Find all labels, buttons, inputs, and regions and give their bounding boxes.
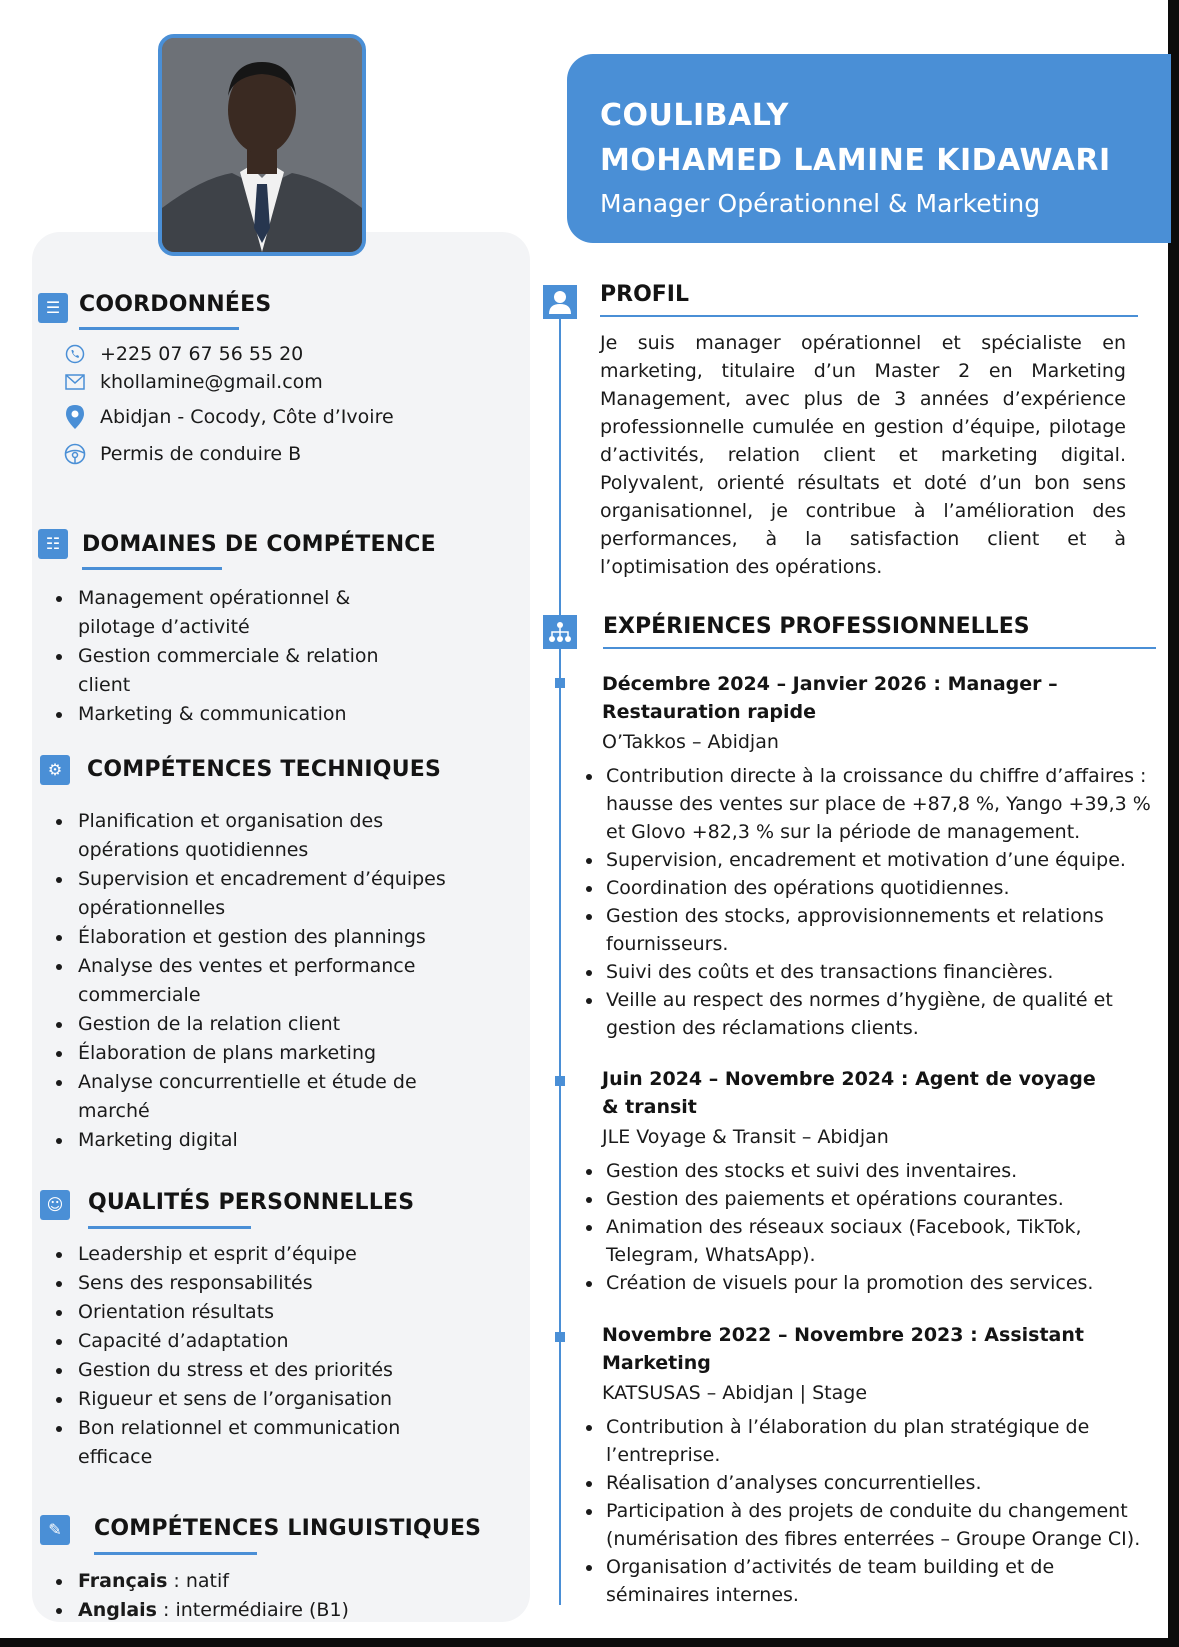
list-item: Gestion du stress et des priorités [52,1356,472,1385]
list-item: Supervision et encadrement d’équipes opérationnelles [52,865,472,923]
list-item: Élaboration de plans marketing [52,1039,472,1068]
profile-photo [158,34,366,256]
technical-skills-list [52,807,472,1155]
user-icon [543,285,577,319]
image-border-right [1168,0,1179,1647]
list-item: Analyse des ventes et performance commerciale [52,952,472,1010]
list-item: Contribution directe à la croissance du chiffre d’affaires : hausse des ventes sur place de +87,8 %, Yango +39,3 % et Glovo +82,3 % sur la période de management. [580,762,1160,846]
qualities-list [52,1240,472,1472]
contact-email-text: khollamine@gmail.com [100,371,323,393]
contact-email[interactable] [62,368,323,396]
contact-license-text: Permis de conduire B [100,443,302,465]
contact-phone[interactable] [62,340,303,368]
people-icon: ☺ [40,1190,70,1220]
languages-list [52,1567,472,1625]
section-underline [94,1552,257,1555]
section-underline [79,327,239,330]
section-title-languages: COMPÉTENCES LINGUISTIQUES [94,1516,482,1541]
list-item: Gestion de la relation client [52,1010,472,1039]
section-underline [82,567,222,570]
list-item: Planification et organisation des opérations quotidiennes [52,807,472,865]
contact-phone-text: +225 07 67 56 55 20 [100,343,304,365]
section-title-technical: COMPÉTENCES TECHNIQUES [87,757,442,782]
list-item: Coordination des opérations quotidiennes. [580,874,1160,902]
domains-list [52,584,412,729]
list-item: Animation des réseaux sociaux (Facebook, TikTok, Telegram, WhatsApp). [580,1213,1160,1269]
list-item: Gestion commerciale & relation client [52,642,412,700]
mail-icon [62,369,88,395]
list-item: Capacité d’adaptation [52,1327,472,1356]
list-item: Marketing digital [52,1126,472,1155]
section-title-domains: DOMAINES DE COMPÉTENCE [82,532,436,557]
list-item: Rigueur et sens de l’organisation [52,1385,472,1414]
timeline-line [559,305,561,1605]
list-item: Création de visuels pour la promotion des services. [580,1269,1160,1297]
language-icon: ✎ [40,1515,70,1545]
list-item: Bon relationnel et communication efficace [52,1414,472,1472]
timeline-marker [555,1332,565,1342]
list-item: Gestion des paiements et opérations courantes. [580,1185,1160,1213]
job-company: O’Takkos – Abidjan [602,731,779,753]
language-name: Français [78,1570,168,1592]
list-item: Orientation résultats [52,1298,472,1327]
clipboard-icon: ☷ [38,529,68,559]
header-banner [567,54,1171,243]
job-company: KATSUSAS – Abidjan | Stage [602,1382,868,1404]
section-title-experience: EXPÉRIENCES PROFESSIONNELLES [603,614,1030,639]
list-item [52,1596,472,1625]
name-line-1: COULIBALY [600,98,789,133]
job-title: Juin 2024 – Novembre 2024 : Agent de voyage & transit [602,1068,1096,1118]
section-underline [88,1226,251,1229]
profile-paragraph: Je suis manager opérationnel et spécialiste en marketing, titulaire d’un Master 2 en Marketing Management, avec plus de 3 années d’expérience professionnelle cumulée en gestion d’équipe, pilotage d’activités, relation client et marketing digital. Polyvalent, orienté résultats et doté d’un bon sens organisationnel, je contribue à l’amélioration des performances, à la satisfaction client et à l’optimisation des opérations. [600,332,1126,578]
list-item: Gestion des stocks et suivi des inventaires. [580,1157,1160,1185]
section-title-profile: PROFIL [600,282,689,307]
list-item: Management opérationnel & pilotage d’activité [52,584,412,642]
language-level: : natif [167,1570,229,1592]
list-item: Participation à des projets de conduite du changement (numérisation des fibres enterrées – Groupe Orange CI). [580,1497,1160,1553]
job-bullets [580,1157,1160,1297]
list-item: Supervision, encadrement et motivation d’une équipe. [580,846,1160,874]
list-item: Contribution à l’élaboration du plan stratégique de l’entreprise. [580,1413,1160,1469]
job-title: Décembre 2024 – Janvier 2026 : Manager – Restauration rapide [602,673,1058,723]
timeline-marker [555,1076,565,1086]
image-border-bottom [0,1638,1179,1647]
timeline-marker [555,678,565,688]
list-item: Sens des responsabilités [52,1269,472,1298]
gear-icon: ⚙ [40,755,70,785]
list-item: Élaboration et gestion des plannings [52,923,472,952]
list-item: Suivi des coûts et des transactions financières. [580,958,1160,986]
job-title: Novembre 2022 – Novembre 2023 : Assistant Marketing [602,1324,1084,1374]
language-level: : intermédiaire (B1) [157,1599,349,1621]
list-item: Veille au respect des normes d’hygiène, de qualité et gestion des réclamations clients. [580,986,1160,1042]
job-company: JLE Voyage & Transit – Abidjan [602,1126,889,1148]
steering-wheel-icon [62,441,88,467]
job-bullets [580,762,1160,1042]
list-item: Analyse concurrentielle et étude de marché [52,1068,472,1126]
language-name: Anglais [78,1599,157,1621]
list-item: Marketing & communication [52,700,412,729]
contact-address-text: Abidjan - Cocody, Côte d’Ivoire [100,406,394,428]
name-line-2: MOHAMED LAMINE KIDAWARI [600,143,1111,178]
section-underline [600,315,1138,317]
section-title-contact: COORDONNÉES [79,292,272,317]
list-item: Réalisation d’analyses concurrentielles. [580,1469,1160,1497]
section-title-qualities: QUALITÉS PERSONNELLES [88,1190,415,1215]
contact-card-icon: ☰ [38,293,68,323]
list-item: Gestion des stocks, approvisionnements et relations fournisseurs. [580,902,1160,958]
contact-address [62,403,394,431]
list-item [52,1567,472,1596]
location-pin-icon [62,404,88,430]
section-underline [603,647,1156,649]
list-item: Leadership et esprit d’équipe [52,1240,472,1269]
list-item: Organisation d’activités de team building et de séminaires internes. [580,1553,1160,1609]
org-chart-icon [543,615,577,649]
contact-license [62,440,301,468]
job-bullets [580,1413,1160,1609]
job-role-subtitle: Manager Opérationnel & Marketing [600,189,1041,218]
phone-icon [62,341,88,367]
